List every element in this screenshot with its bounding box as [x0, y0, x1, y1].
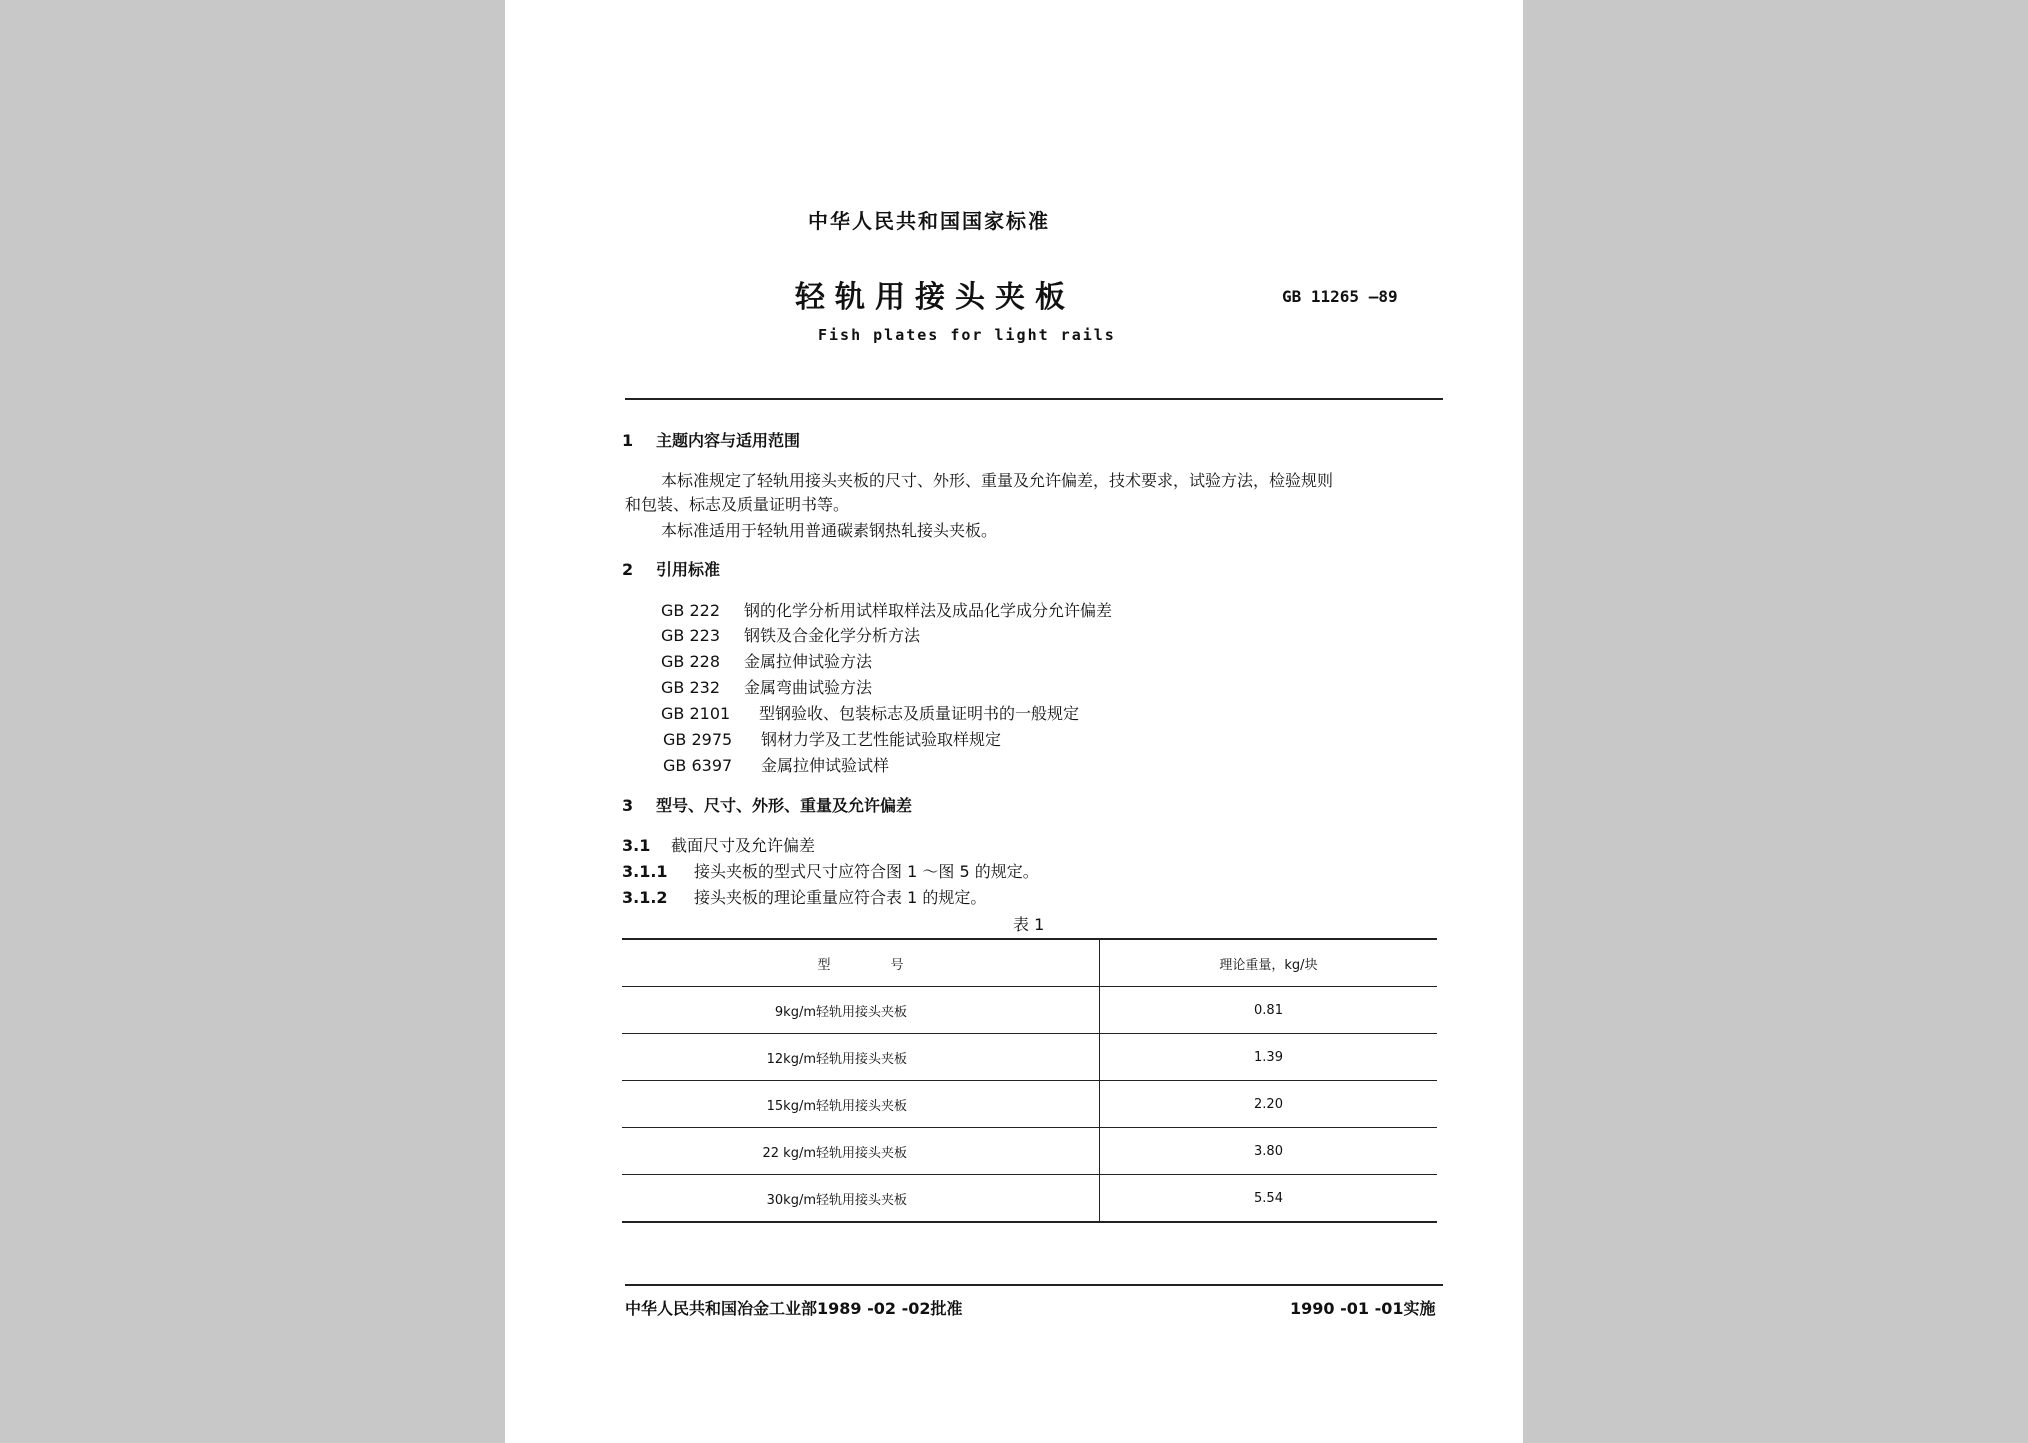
subsection-3-1-1-number: 3.1.1 — [622, 862, 668, 881]
table-caption: 表 1 — [1013, 915, 1045, 934]
table-row — [622, 987, 1437, 1034]
standard-title: 中华人民共和国国家标准 — [808, 209, 1050, 233]
reference-code: GB 228 — [661, 652, 720, 671]
subsection-3-1-2 — [622, 885, 986, 908]
model-cell: 9kg/m轻轨用接头夹板 — [622, 987, 1100, 1034]
weight-cell: 1.39 — [1100, 1034, 1438, 1081]
gb-number: GB 11265 —89 — [1282, 287, 1398, 306]
approval-line: 中华人民共和国冶金工业部1989 -02 -02批准 — [625, 1299, 963, 1318]
section-1-number: 1 — [622, 431, 634, 450]
section-1-para-1-line-2: 和包装、标志及质量证明书等。 — [625, 495, 850, 514]
weight-cell: 0.81 — [1100, 987, 1438, 1034]
reference-text: 金属拉伸试验试样 — [761, 756, 890, 775]
weight-cell: 5.54 — [1100, 1175, 1438, 1223]
reference-code: GB 232 — [661, 678, 720, 697]
column-header-model: 型号 — [622, 939, 1100, 987]
reference-text: 钢的化学分析用试样取样法及成品化学成分允许偏差 — [744, 601, 1113, 620]
english-title: Fish plates for light rails — [818, 326, 1116, 344]
reference-item — [663, 727, 1001, 750]
reference-text: 钢材力学及工艺性能试验取样规定 — [761, 730, 1002, 749]
section-1-heading — [622, 428, 800, 451]
section-2-number: 2 — [622, 560, 634, 579]
model-cell: 15kg/m轻轨用接头夹板 — [622, 1081, 1100, 1128]
section-2-title: 引用标准 — [656, 560, 721, 579]
subsection-3-1-2-number: 3.1.2 — [622, 888, 668, 907]
weight-cell: 2.20 — [1100, 1081, 1438, 1128]
document-title: 轻轨用接头夹板 — [795, 280, 1075, 315]
weights-table — [622, 938, 1437, 1223]
reference-code: GB 2101 — [661, 704, 731, 723]
model-cell: 30kg/m轻轨用接头夹板 — [622, 1175, 1100, 1223]
section-1-para-2: 本标准适用于轻轨用普通碳素钢热轧接头夹板。 — [661, 521, 998, 540]
table-row — [622, 1034, 1437, 1081]
reference-text: 金属弯曲试验方法 — [744, 678, 873, 697]
subsection-3-1-2-text: 接头夹板的理论重量应符合表 1 的规定。 — [694, 888, 987, 907]
reference-item — [663, 753, 889, 776]
section-1-title: 主题内容与适用范围 — [656, 431, 801, 450]
reference-code: GB 223 — [661, 626, 720, 645]
model-cell: 12kg/m轻轨用接头夹板 — [622, 1034, 1100, 1081]
reference-text: 钢铁及合金化学分析方法 — [744, 626, 921, 645]
reference-text: 金属拉伸试验方法 — [744, 652, 873, 671]
weight-cell: 3.80 — [1100, 1128, 1438, 1175]
reference-item — [661, 675, 872, 698]
subsection-3-1-1-text: 接头夹板的型式尺寸应符合图 1 ～图 5 的规定。 — [694, 862, 1039, 881]
subsection-3-1-number: 3.1 — [622, 836, 651, 855]
subsection-3-1-1 — [622, 859, 1039, 882]
subsection-3-1-text: 截面尺寸及允许偏差 — [671, 836, 816, 855]
table-row — [622, 1081, 1437, 1128]
column-header-weight: 理论重量，kg/块 — [1100, 939, 1438, 987]
subsection-3-1 — [622, 833, 815, 856]
section-3-title: 型号、尺寸、外形、重量及允许偏差 — [656, 796, 913, 815]
table-row — [622, 1175, 1437, 1223]
section-3-heading — [622, 793, 912, 816]
document-page — [505, 0, 1523, 1443]
reference-item — [661, 649, 872, 672]
reference-code: GB 6397 — [663, 756, 733, 775]
reference-item — [661, 701, 1079, 724]
model-cell: 22 kg/m轻轨用接头夹板 — [622, 1128, 1100, 1175]
table-header-row — [622, 939, 1437, 987]
effective-date: 1990 -01 -01实施 — [1290, 1299, 1436, 1318]
section-2-heading — [622, 557, 720, 580]
reference-item — [661, 623, 920, 646]
reference-text: 型钢验收、包装标志及质量证明书的一般规定 — [759, 704, 1080, 723]
section-3-number: 3 — [622, 796, 634, 815]
reference-code: GB 2975 — [663, 730, 733, 749]
reference-item — [661, 598, 1112, 621]
header-rule — [625, 398, 1443, 400]
section-1-para-1-line-1: 本标准规定了轻轨用接头夹板的尺寸、外形、重量及允许偏差，技术要求，试验方法，检验规则 — [661, 471, 1334, 490]
table-row — [622, 1128, 1437, 1175]
footer-rule — [625, 1284, 1443, 1286]
reference-code: GB 222 — [661, 601, 720, 620]
